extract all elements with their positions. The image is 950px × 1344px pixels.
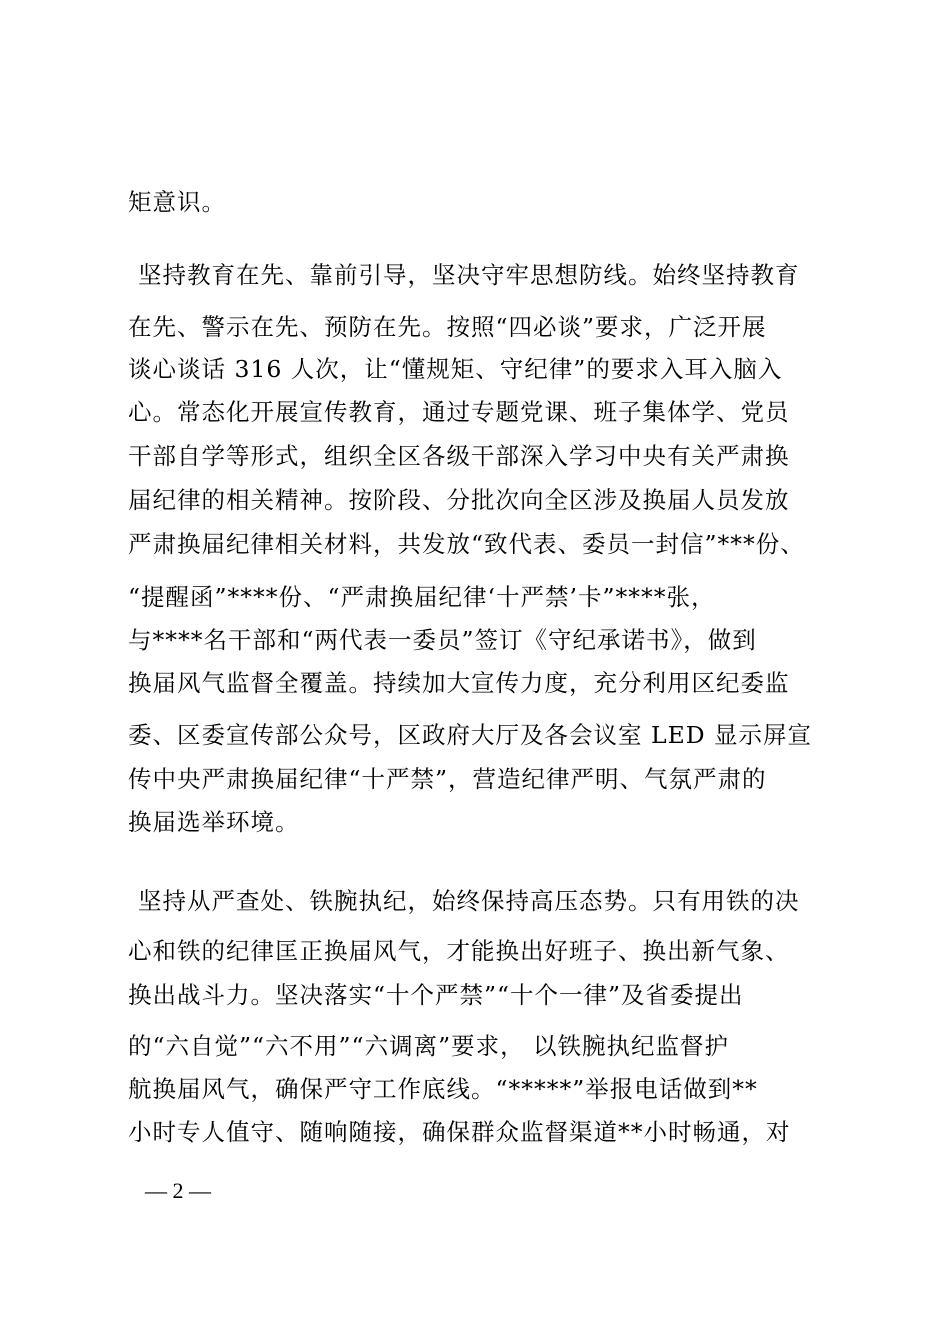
text-line: 矩意识。 [128, 188, 226, 216]
paragraph-first-line: 坚持教育在先、靠前引导，坚决守牢思想防线。始终坚持教育 [138, 261, 800, 289]
text-line: 航换届风气，确保严守工作底线。“*****”举报电话做到** [128, 1075, 758, 1103]
text-line: 换届风气监督全覆盖。持续加大宣传力度，充分利用区纪委监 [128, 669, 790, 697]
text-line: 与****名干部和“两代表一委员”签订《守纪承诺书》，做到 [128, 626, 757, 654]
text-line: 小时专人值守、随响随接，确保群众监督渠道**小时畅通，对 [128, 1118, 791, 1146]
text-line: 谈心谈话 316 人次，让“懂规矩、守纪律”的要求入耳入脑入 [128, 355, 783, 383]
text-line: 传中央严肃换届纪律“十严禁”，营造纪律严明、气氛严肃的 [128, 765, 767, 793]
text-line: 在先、警示在先、预防在先。按照“四必谈”要求，广泛开展 [128, 313, 767, 341]
text-line: 换出战斗力。坚决落实“十个严禁”“十个一律”及省委提出 [128, 981, 744, 1009]
text-line: 委、区委宣传部公众号，区政府大厅及各会议室 LED 显示屏宣 [128, 721, 813, 749]
paragraph-first-line: 坚持从严查处、铁腕执纪，始终保持高压态势。只有用铁的决 [138, 887, 800, 915]
text-line: 换届选举环境。 [128, 808, 300, 836]
page-number: — 2 — [145, 1178, 211, 1203]
text-line: 的“六自觉”“六不用”“六调离”要求， 以铁腕执纪监督护 [128, 1032, 730, 1060]
text-line: “提醒函”****份、“严肃换届纪律‘十严禁’卡”****张， [128, 583, 716, 611]
text-line: 严肃换届纪律相关材料，共发放“致代表、委员一封信”***份、 [128, 530, 805, 558]
text-line: 干部自学等形式，组织全区各级干部深入学习中央有关严肃换 [128, 442, 790, 470]
text-line: 心。常态化开展宣传教育，通过专题党课、班子集体学、党员 [128, 398, 790, 426]
text-line: 心和铁的纪律匡正换届风气，才能换出好班子、换出新气象、 [128, 937, 790, 965]
text-line: 届纪律的相关精神。按阶段、分批次向全区涉及换届人员发放 [128, 486, 790, 514]
